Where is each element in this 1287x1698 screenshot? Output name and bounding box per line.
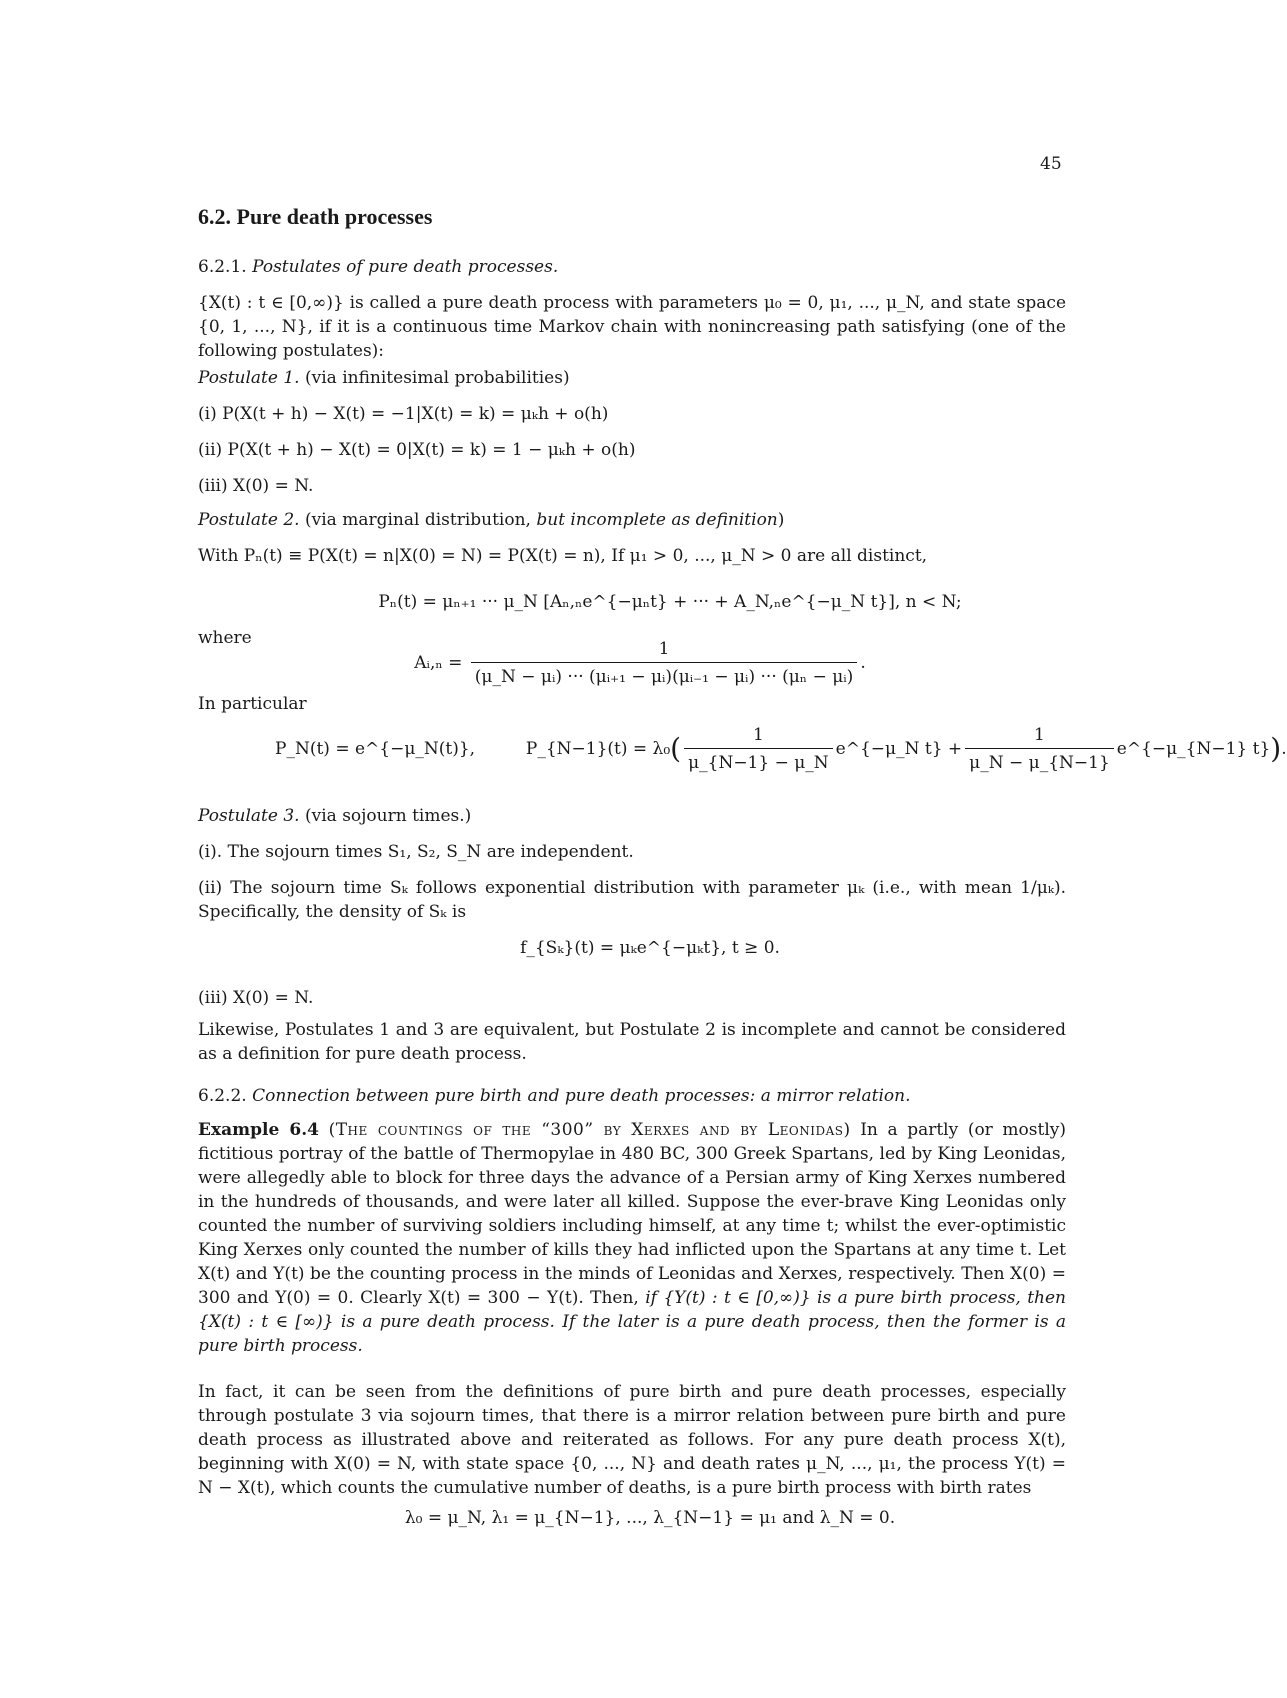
- fraction-denominator: (μ_N − μᵢ) ··· (μᵢ₊₁ − μᵢ)(μᵢ₋₁ − μᵢ) ··· (μₙ − μᵢ): [471, 662, 858, 690]
- in-fact-paragraph: In fact, it can be seen from the definitions of pure birth and pure death processes, especially through postulate 3 via sojourn times, that there is a mirror relation between pure birth and pure death process as illustrated above and reiterated as follows. For any pure death process X(t), beginning with X(0) = N, with state space {0, ..., N} and death rates μ_N, ..., μ₁, the process Y(t) = N − X(t), which counts the cumulative number of deaths, is a pure birth process with birth rates: [198, 1382, 1066, 1498]
- postulate-1-heading: [198, 366, 1066, 390]
- fraction-2-numerator: 1: [1034, 725, 1045, 745]
- postulate-desc: (via infinitesimal probabilities): [304, 368, 570, 388]
- equation-birth-rates: λ₀ = μ_N, λ₁ = μ_{N−1}, ..., λ_{N−1} = μ₁ and λ_N = 0.: [404, 1508, 896, 1528]
- subsection-6-2-2: [198, 1084, 1066, 1108]
- postulate-label: Postulate 1.: [198, 368, 300, 388]
- example-label: Example 6.4: [198, 1120, 319, 1140]
- postulate-2-with: With Pₙ(t) ≡ P(X(t) = n|X(0) = N) = P(X(t) = n), If μ₁ > 0, ..., μ_N > 0 are all distinct,: [198, 546, 928, 566]
- equation-pn: Pₙ(t) = μₙ₊₁ ··· μ_N [Aₙ,ₙe^{−μₙt} + ··· + A_N,ₙe^{−μ_N t}], n < N;: [378, 592, 962, 612]
- example-body: In a partly (or mostly) fictitious portray of the battle of Thermopylae in 480 BC, 300 Greek Spartans, led by King Leonidas, were allegedly able to block for three days the advance of a Persian army of King Xerxes numbered in the hundreds of thousands, and were later all killed. Suppose the ever-brave King Leonidas only counted the number of surviving soldiers including himself, at any time t; whilst the ever-optimistic King Xerxes only counted the number of kills they had inflicted upon the Spartans at any time t. Let X(t) and Y(t) be the counting process in the minds of Leonidas and Xerxes, respectively. Then X(0) = 300 and Y(0) = 0. Clearly X(t) = 300 − Y(t). Then,: [198, 1120, 1066, 1308]
- postulate-1-item-ii: (ii) P(X(t + h) − X(t) = 0|X(t) = k) = 1 − μₖh + o(h): [198, 440, 636, 460]
- exp-term-1: e^{−μ_N t} +: [835, 739, 963, 759]
- fraction-numerator: 1: [658, 639, 670, 659]
- postulate-desc: (via marginal distribution,: [304, 510, 537, 530]
- fraction-1-denominator: μ_{N−1} − μ_N: [684, 748, 833, 776]
- example-caption: (The countings of the “300” by Xerxes and by Leonidas): [328, 1120, 851, 1140]
- fraction-2-denominator: μ_N − μ_{N−1}: [965, 748, 1114, 776]
- postulate-3-heading: [198, 804, 1066, 828]
- equation-pn-n: P_N(t) = e^{−μ_N(t)},: [275, 739, 476, 759]
- postulate-label: Postulate 2.: [198, 510, 300, 530]
- postulate-3-item-ii: (ii) The sojourn time Sₖ follows exponential distribution with parameter μₖ (i.e., with mean 1/μₖ). Specifically, the density of Sₖ is: [198, 878, 1066, 922]
- subsection-number: 6.2.2.: [198, 1086, 247, 1106]
- equation-lhs: Aᵢ,ₙ =: [414, 653, 463, 673]
- equation-density: f_{Sₖ}(t) = μₖe^{−μₖt}, t ≥ 0.: [520, 938, 780, 958]
- exp-term-2: e^{−μ_{N−1} t}: [1116, 739, 1271, 759]
- section-title: 6.2. Pure death processes: [198, 204, 433, 229]
- postulate-1-item-iii: (iii) X(0) = N.: [198, 476, 314, 496]
- intro-paragraph: {X(t) : t ∈ [0,∞)} is called a pure death process with parameters μ₀ = 0, μ₁, ..., μ_N, and state space {0, 1, ..., N}, if it is a continuous time Markov chain with nonincreasing path satisfying (one of the following postulates):: [198, 293, 1066, 361]
- postulate-1-item-i: (i) P(X(t + h) − X(t) = −1|X(t) = k) = μₖh + o(h): [198, 404, 609, 424]
- postulate-3-item-i: (i). The sojourn times S₁, S₂, S_N are independent.: [198, 842, 634, 862]
- in-particular-label: In particular: [198, 694, 307, 714]
- likewise-paragraph: Likewise, Postulates 1 and 3 are equivalent, but Postulate 2 is incomplete and cannot be considered as a definition for pure death process.: [198, 1020, 1066, 1064]
- example-body-italic: if {Y(t) : t ∈ [0,∞)} is a pure birth process, then {X(t) : t ∈ [∞)} is a pure death process. If the later is a pure death process, then the former is a pure birth process.: [198, 1288, 1066, 1356]
- equation-pn-1-lhs: P_{N−1}(t) = λ₀: [525, 739, 671, 759]
- subsection-title: Postulates of pure death processes.: [252, 257, 559, 277]
- subsection-number: 6.2.1.: [198, 257, 247, 277]
- equation-a-in: Aᵢ,ₙ = $\frac{1}{\text{(μ\_N − μᵢ) ··· (μᵢ₊₁ − μᵢ)(μᵢ₋₁ − μᵢ) ··· (μₙ − μᵢ)}}$ .: [370, 636, 910, 690]
- postulate-desc: (via sojourn times.): [304, 806, 472, 826]
- fraction-1-numerator: 1: [752, 725, 764, 745]
- example-6-4: [198, 1118, 1066, 1358]
- postulate-3-item-iii: (iii) X(0) = N.: [198, 988, 314, 1008]
- postulate-desc-italic: but incomplete as definition: [536, 510, 778, 530]
- where-label: where: [198, 628, 252, 648]
- postulate-2-heading: [198, 508, 1066, 532]
- page-number: 45: [1040, 154, 1062, 174]
- postulate-label: Postulate 3.: [198, 806, 300, 826]
- postulate-desc-end: ): [777, 510, 785, 530]
- subsection-title: Connection between pure birth and pure death processes: a mirror relation.: [252, 1086, 911, 1106]
- subsection-6-2-1: [198, 255, 1066, 279]
- equation-pn-particular: P_N(t) = e^{−μ_N(t)}, P_{N−1}(t) = λ₀( $\frac{1}{\mu\_\{N-1\} - \mu\_N}$ e^{−μ_N t} + $\frac{1}{\mu\_N - \mu\_\{N-1\}}$ e^{−μ_{N−1} t}).: [275, 722, 995, 776]
